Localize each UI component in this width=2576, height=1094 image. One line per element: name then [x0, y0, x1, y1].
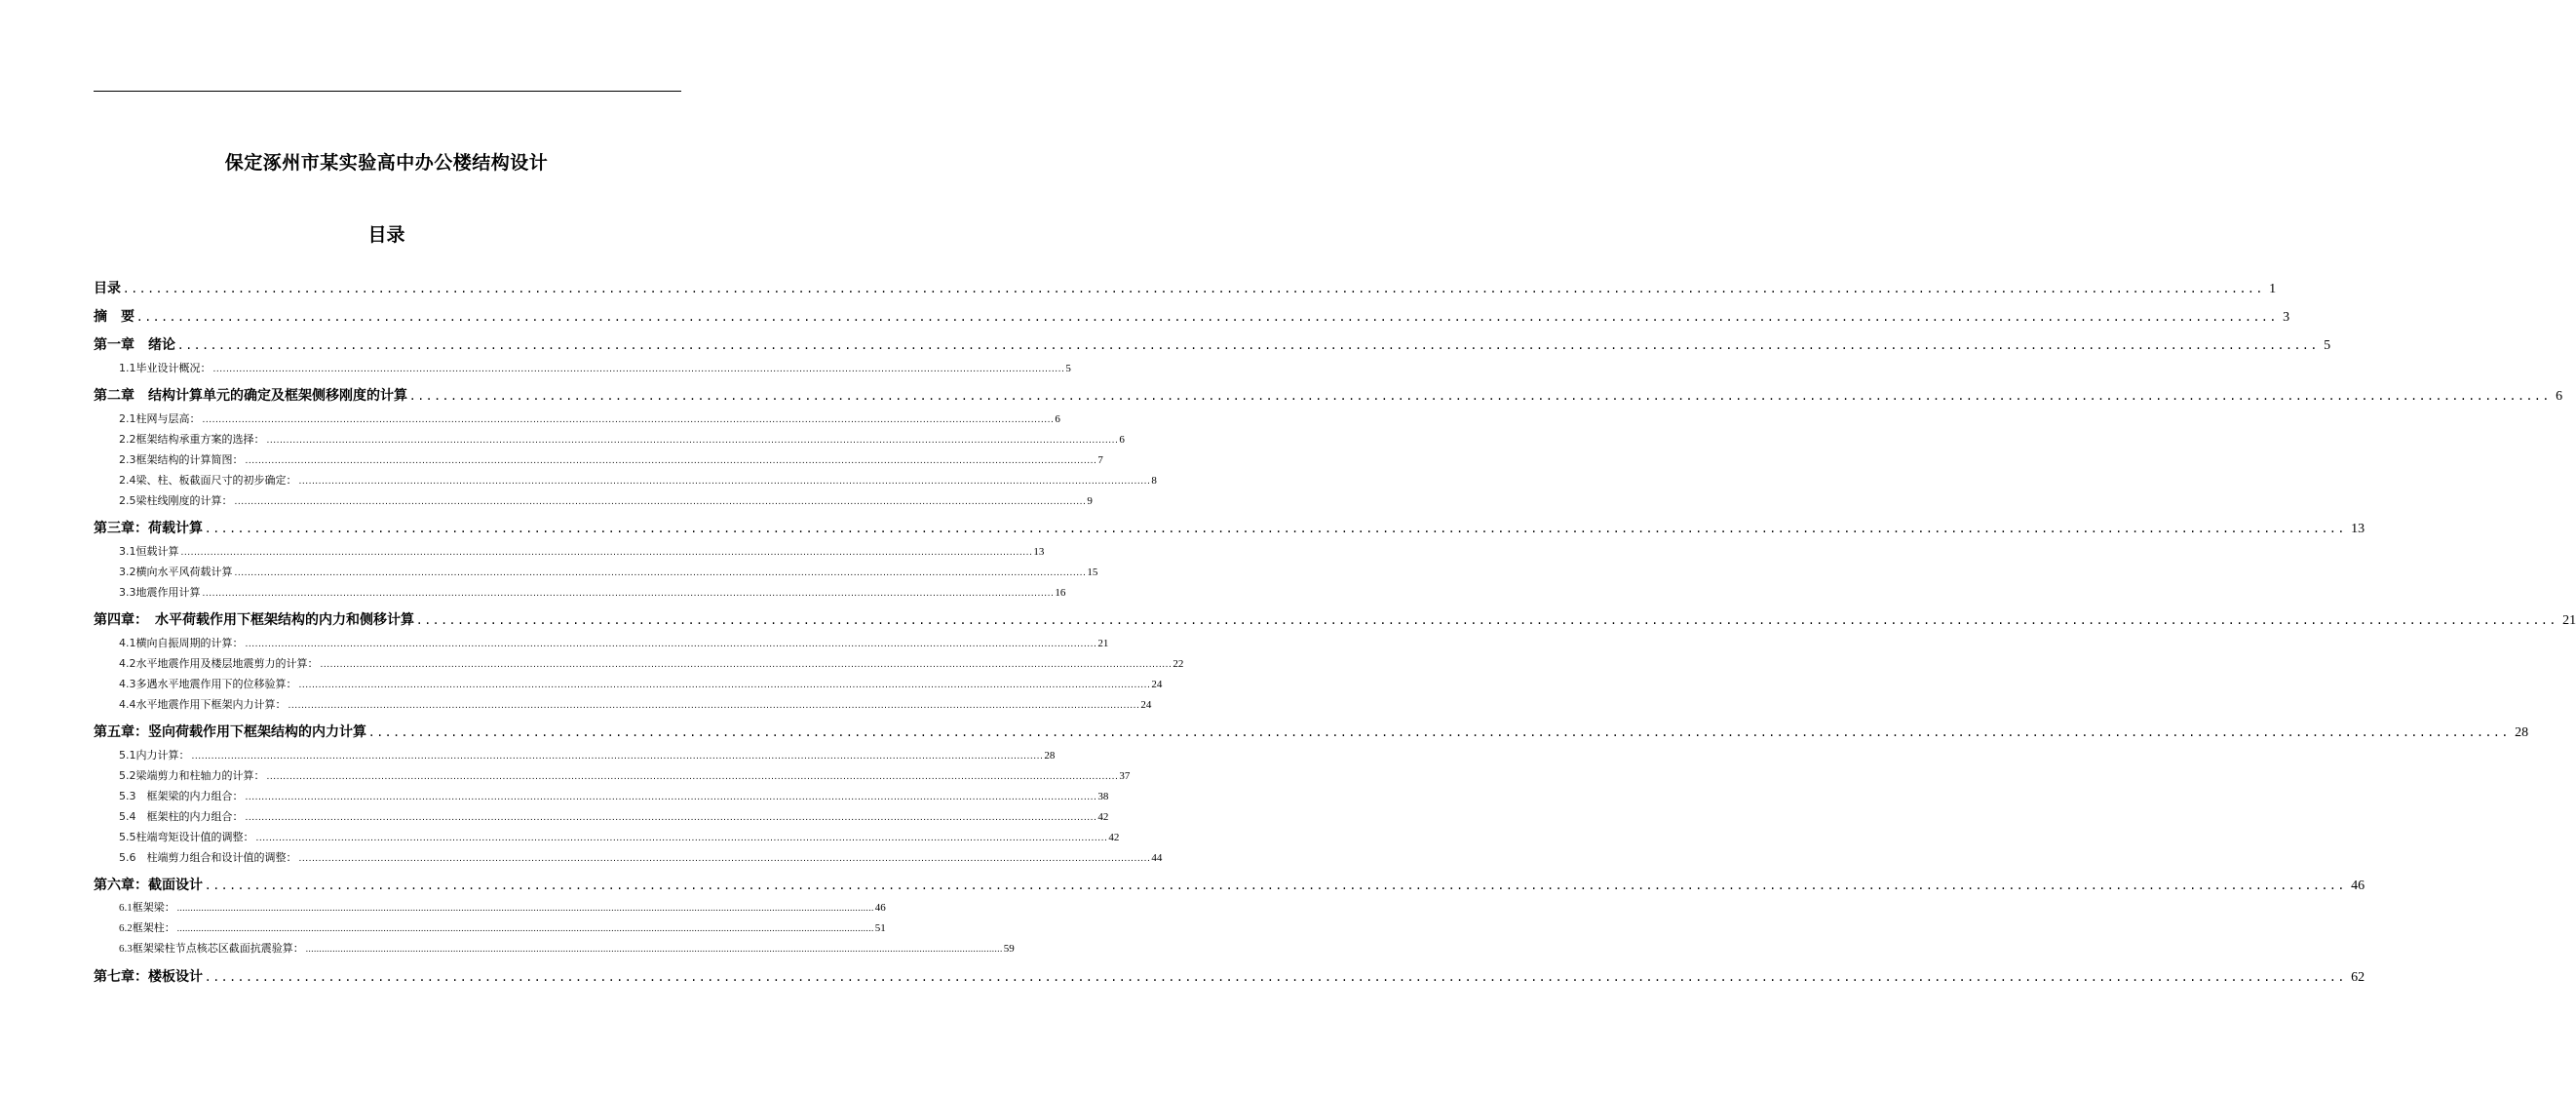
toc-leader-dots: .................................................................................................................................................................................................................................................................... — [417, 612, 2559, 628]
toc-entry-label: 毕业设计概况： — [135, 362, 211, 374]
toc-leader-dots: .................................................................................................................................................................................................................................................................... — [206, 878, 2348, 893]
toc-entry-label: 柱端剪力组合和设计值的调整： — [135, 851, 297, 864]
toc-section-number: 6.2 — [119, 922, 133, 934]
toc-section-number: 5.2 — [119, 769, 136, 782]
toc-entry-label: 梁、柱、板截面尺寸的初步确定： — [135, 474, 297, 487]
toc-chapter-entry[interactable] — [94, 519, 2365, 539]
toc-page-number: 44 — [1151, 852, 1163, 864]
toc-leader-dots: .................................................................................................................................................................................................................................................................... — [124, 281, 2266, 296]
toc-heading: 目录 — [367, 224, 405, 246]
toc-chapter-entry[interactable] — [94, 610, 2576, 631]
toc-leader-dots: .................................................................................................................................................................................................................................................................... — [255, 834, 1108, 843]
toc-leader-dots: .................................................................................................................................................................................................................................................................... — [206, 521, 2348, 536]
toc-entry-label: 柱端弯矩设计值的调整： — [135, 831, 254, 843]
document-title: 保定涿州市某实验高中办公楼结构设计 — [224, 152, 549, 174]
toc-page-number: 38 — [1097, 791, 1109, 802]
toc-section-entry[interactable] — [94, 449, 1103, 470]
toc-entry-label: 内力计算： — [135, 749, 190, 762]
toc-entry-label: 柱网与层高： — [135, 412, 201, 425]
toc-page-number: 9 — [1087, 495, 1093, 507]
toc-entry-label: 目录 — [94, 281, 121, 296]
toc-leader-dots: .................................................................................................................................................................................................................................................................... — [137, 309, 2280, 325]
toc-page-number: 59 — [1003, 943, 1015, 955]
toc-section-number: 4.3 — [119, 678, 136, 690]
toc-section-number: 4.2 — [119, 657, 136, 670]
toc-entry-label: 第六章：截面设计 — [94, 878, 203, 893]
toc-page-number: 21 — [2562, 613, 2576, 628]
toc-section-number: 6.1 — [119, 902, 133, 914]
toc-section-entry[interactable] — [94, 939, 1015, 959]
toc-leader-dots: .................................................................................................................................................................................................................................................................... — [305, 944, 1003, 954]
toc-leader-dots: .................................................................................................................................................................................................................................................................... — [266, 772, 1119, 782]
toc-chapter-entry[interactable] — [94, 307, 2290, 328]
toc-page-number: 5 — [2324, 338, 2331, 353]
toc-section-entry[interactable] — [94, 429, 1125, 449]
toc-page-number: 42 — [1108, 832, 1120, 843]
toc-leader-dots: .................................................................................................................................................................................................................................................................... — [320, 660, 1173, 670]
table-of-contents — [94, 279, 2576, 988]
toc-section-number: 2.4 — [119, 474, 136, 487]
toc-section-entry[interactable] — [94, 674, 1163, 694]
toc-section-entry[interactable] — [94, 827, 1120, 847]
toc-chapter-entry[interactable] — [94, 967, 2365, 988]
toc-page-number: 7 — [1097, 454, 1103, 466]
toc-page-number: 24 — [1151, 679, 1163, 690]
toc-page-number: 46 — [2351, 879, 2365, 893]
toc-section-entry[interactable] — [94, 358, 1071, 378]
toc-leader-dots: .................................................................................................................................................................................................................................................................... — [298, 854, 1151, 864]
toc-leader-dots: .................................................................................................................................................................................................................................................................... — [245, 813, 1097, 823]
toc-entry-label: 横向水平风荷载计算 — [135, 566, 233, 578]
toc-section-entry[interactable] — [94, 765, 1131, 786]
toc-section-number: 2.5 — [119, 494, 136, 507]
toc-section-number: 3.1 — [119, 545, 136, 558]
toc-leader-dots: .................................................................................................................................................................................................................................................................... — [191, 752, 1044, 762]
toc-section-number: 5.1 — [119, 749, 136, 762]
toc-page-number: 28 — [1044, 750, 1056, 762]
toc-section-number: 2.2 — [119, 433, 136, 446]
toc-section-entry[interactable] — [94, 847, 1163, 868]
toc-entry-label: 摘 要 — [94, 309, 135, 325]
toc-section-number: 3.3 — [119, 586, 136, 599]
toc-section-entry[interactable] — [94, 470, 1157, 490]
toc-section-entry[interactable] — [94, 541, 1045, 562]
toc-entry-label: 第二章 结构计算单元的确定及框架侧移刚度的计算 — [94, 388, 407, 404]
toc-entry-label: 框架柱： — [132, 922, 175, 934]
toc-section-entry[interactable] — [94, 745, 1056, 765]
toc-section-entry[interactable] — [94, 633, 1109, 653]
toc-leader-dots: .................................................................................................................................................................................................................................................................... — [178, 337, 2321, 353]
toc-page-number: 5 — [1065, 363, 1071, 374]
toc-entry-label: 梁柱线刚度的计算： — [135, 494, 233, 507]
toc-chapter-entry[interactable] — [94, 876, 2365, 896]
toc-entry-label: 横向自振周期的计算： — [135, 637, 244, 649]
toc-page-number: 1 — [2269, 282, 2277, 296]
toc-section-number: 2.1 — [119, 412, 136, 425]
toc-entry-label: 框架梁： — [132, 902, 175, 914]
toc-entry-label: 第一章 绪论 — [94, 337, 175, 353]
toc-section-number: 6.3 — [119, 943, 133, 955]
toc-leader-dots: .................................................................................................................................................................................................................................................................... — [369, 724, 2512, 740]
toc-section-entry[interactable] — [94, 490, 1093, 511]
toc-section-entry[interactable] — [94, 694, 1152, 715]
toc-entry-label: 框架柱的内力组合： — [135, 810, 244, 823]
toc-section-number: 3.2 — [119, 566, 136, 578]
toc-entry-label: 恒载计算 — [135, 545, 179, 558]
toc-leader-dots: .................................................................................................................................................................................................................................................................... — [288, 701, 1140, 711]
toc-entry-label: 水平地震作用及楼层地震剪力的计算： — [135, 657, 319, 670]
toc-leader-dots: .................................................................................................................................................................................................................................................................... — [176, 923, 874, 933]
toc-page-number: 13 — [1033, 546, 1045, 558]
toc-entry-label: 框架结构的计算简图： — [135, 453, 244, 466]
toc-entry-label: 地震作用计算 — [135, 586, 201, 599]
toc-leader-dots: .................................................................................................................................................................................................................................................................... — [180, 548, 1033, 558]
toc-page-number: 6 — [1055, 413, 1060, 425]
toc-chapter-entry[interactable] — [94, 386, 2563, 407]
toc-leader-dots: .................................................................................................................................................................................................................................................................... — [245, 793, 1097, 802]
toc-page-number: 6 — [2556, 389, 2563, 404]
toc-page-number: 46 — [874, 902, 886, 914]
toc-section-number: 4.4 — [119, 698, 136, 711]
toc-page-number: 22 — [1173, 658, 1184, 670]
toc-section-number: 5.4 — [119, 810, 136, 823]
toc-entry-label: 第四章： 水平荷载作用下框架结构的内力和侧移计算 — [94, 612, 414, 628]
toc-leader-dots: .................................................................................................................................................................................................................................................................... — [410, 388, 2553, 404]
toc-entry-label: 多遇水平地震作用下的位移验算： — [135, 678, 297, 690]
toc-chapter-entry[interactable] — [94, 335, 2331, 356]
toc-page-number: 13 — [2351, 522, 2365, 536]
toc-section-entry[interactable] — [94, 918, 886, 939]
toc-page-number: 15 — [1087, 567, 1098, 578]
toc-page-number: 3 — [2283, 310, 2290, 325]
toc-entry-label: 梁端剪力和柱轴力的计算： — [135, 769, 265, 782]
toc-leader-dots: .................................................................................................................................................................................................................................................................... — [245, 640, 1097, 649]
header-rule — [94, 91, 681, 92]
toc-chapter-entry[interactable] — [94, 279, 2277, 299]
toc-leader-dots: .................................................................................................................................................................................................................................................................... — [176, 903, 874, 913]
toc-page-number: 21 — [1097, 638, 1109, 649]
toc-page-number: 24 — [1140, 699, 1152, 711]
toc-page-number: 37 — [1119, 770, 1131, 782]
toc-section-entry[interactable] — [94, 582, 1066, 603]
toc-section-number: 5.3 — [119, 790, 136, 802]
toc-entry-label: 水平地震作用下框架内力计算： — [135, 698, 287, 711]
toc-leader-dots: .................................................................................................................................................................................................................................................................... — [298, 477, 1151, 487]
toc-entry-label: 第三章：荷载计算 — [94, 521, 203, 536]
toc-section-entry[interactable] — [94, 786, 1109, 806]
toc-page-number: 8 — [1151, 475, 1157, 487]
toc-leader-dots: .................................................................................................................................................................................................................................................................... — [298, 681, 1151, 690]
toc-leader-dots: .................................................................................................................................................................................................................................................................... — [245, 456, 1097, 466]
toc-entry-label: 第五章：竖向荷载作用下框架结构的内力计算 — [94, 724, 366, 740]
toc-page-number: 28 — [2515, 725, 2529, 740]
toc-chapter-entry[interactable] — [94, 723, 2529, 743]
toc-page-number: 42 — [1097, 811, 1109, 823]
toc-section-number: 5.6 — [119, 851, 136, 864]
toc-entry-label: 框架梁柱节点核芯区截面抗震验算： — [132, 943, 304, 955]
toc-section-number: 2.3 — [119, 453, 136, 466]
toc-section-entry[interactable] — [94, 409, 1060, 429]
toc-page-number: 51 — [874, 922, 886, 934]
toc-section-number: 1.1 — [119, 362, 136, 374]
toc-entry-label: 第七章：楼板设计 — [94, 969, 203, 985]
toc-section-entry[interactable] — [94, 898, 886, 918]
toc-leader-dots: .................................................................................................................................................................................................................................................................... — [234, 568, 1087, 578]
toc-leader-dots: .................................................................................................................................................................................................................................................................... — [206, 969, 2348, 985]
toc-section-entry[interactable] — [94, 806, 1109, 827]
toc-leader-dots: .................................................................................................................................................................................................................................................................... — [202, 415, 1055, 425]
toc-leader-dots: .................................................................................................................................................................................................................................................................... — [212, 365, 1065, 374]
toc-entry-label: 框架结构承重方案的选择： — [135, 433, 265, 446]
toc-leader-dots: .................................................................................................................................................................................................................................................................... — [202, 589, 1055, 599]
toc-section-number: 4.1 — [119, 637, 136, 649]
toc-page-number: 62 — [2351, 970, 2365, 985]
toc-page-number: 6 — [1119, 434, 1125, 446]
toc-entry-label: 框架梁的内力组合： — [135, 790, 244, 802]
toc-section-number: 5.5 — [119, 831, 136, 843]
toc-page-number: 16 — [1055, 587, 1066, 599]
toc-section-entry[interactable] — [94, 562, 1098, 582]
toc-leader-dots: .................................................................................................................................................................................................................................................................... — [266, 436, 1119, 446]
toc-section-entry[interactable] — [94, 653, 1184, 674]
toc-leader-dots: .................................................................................................................................................................................................................................................................... — [234, 497, 1087, 507]
